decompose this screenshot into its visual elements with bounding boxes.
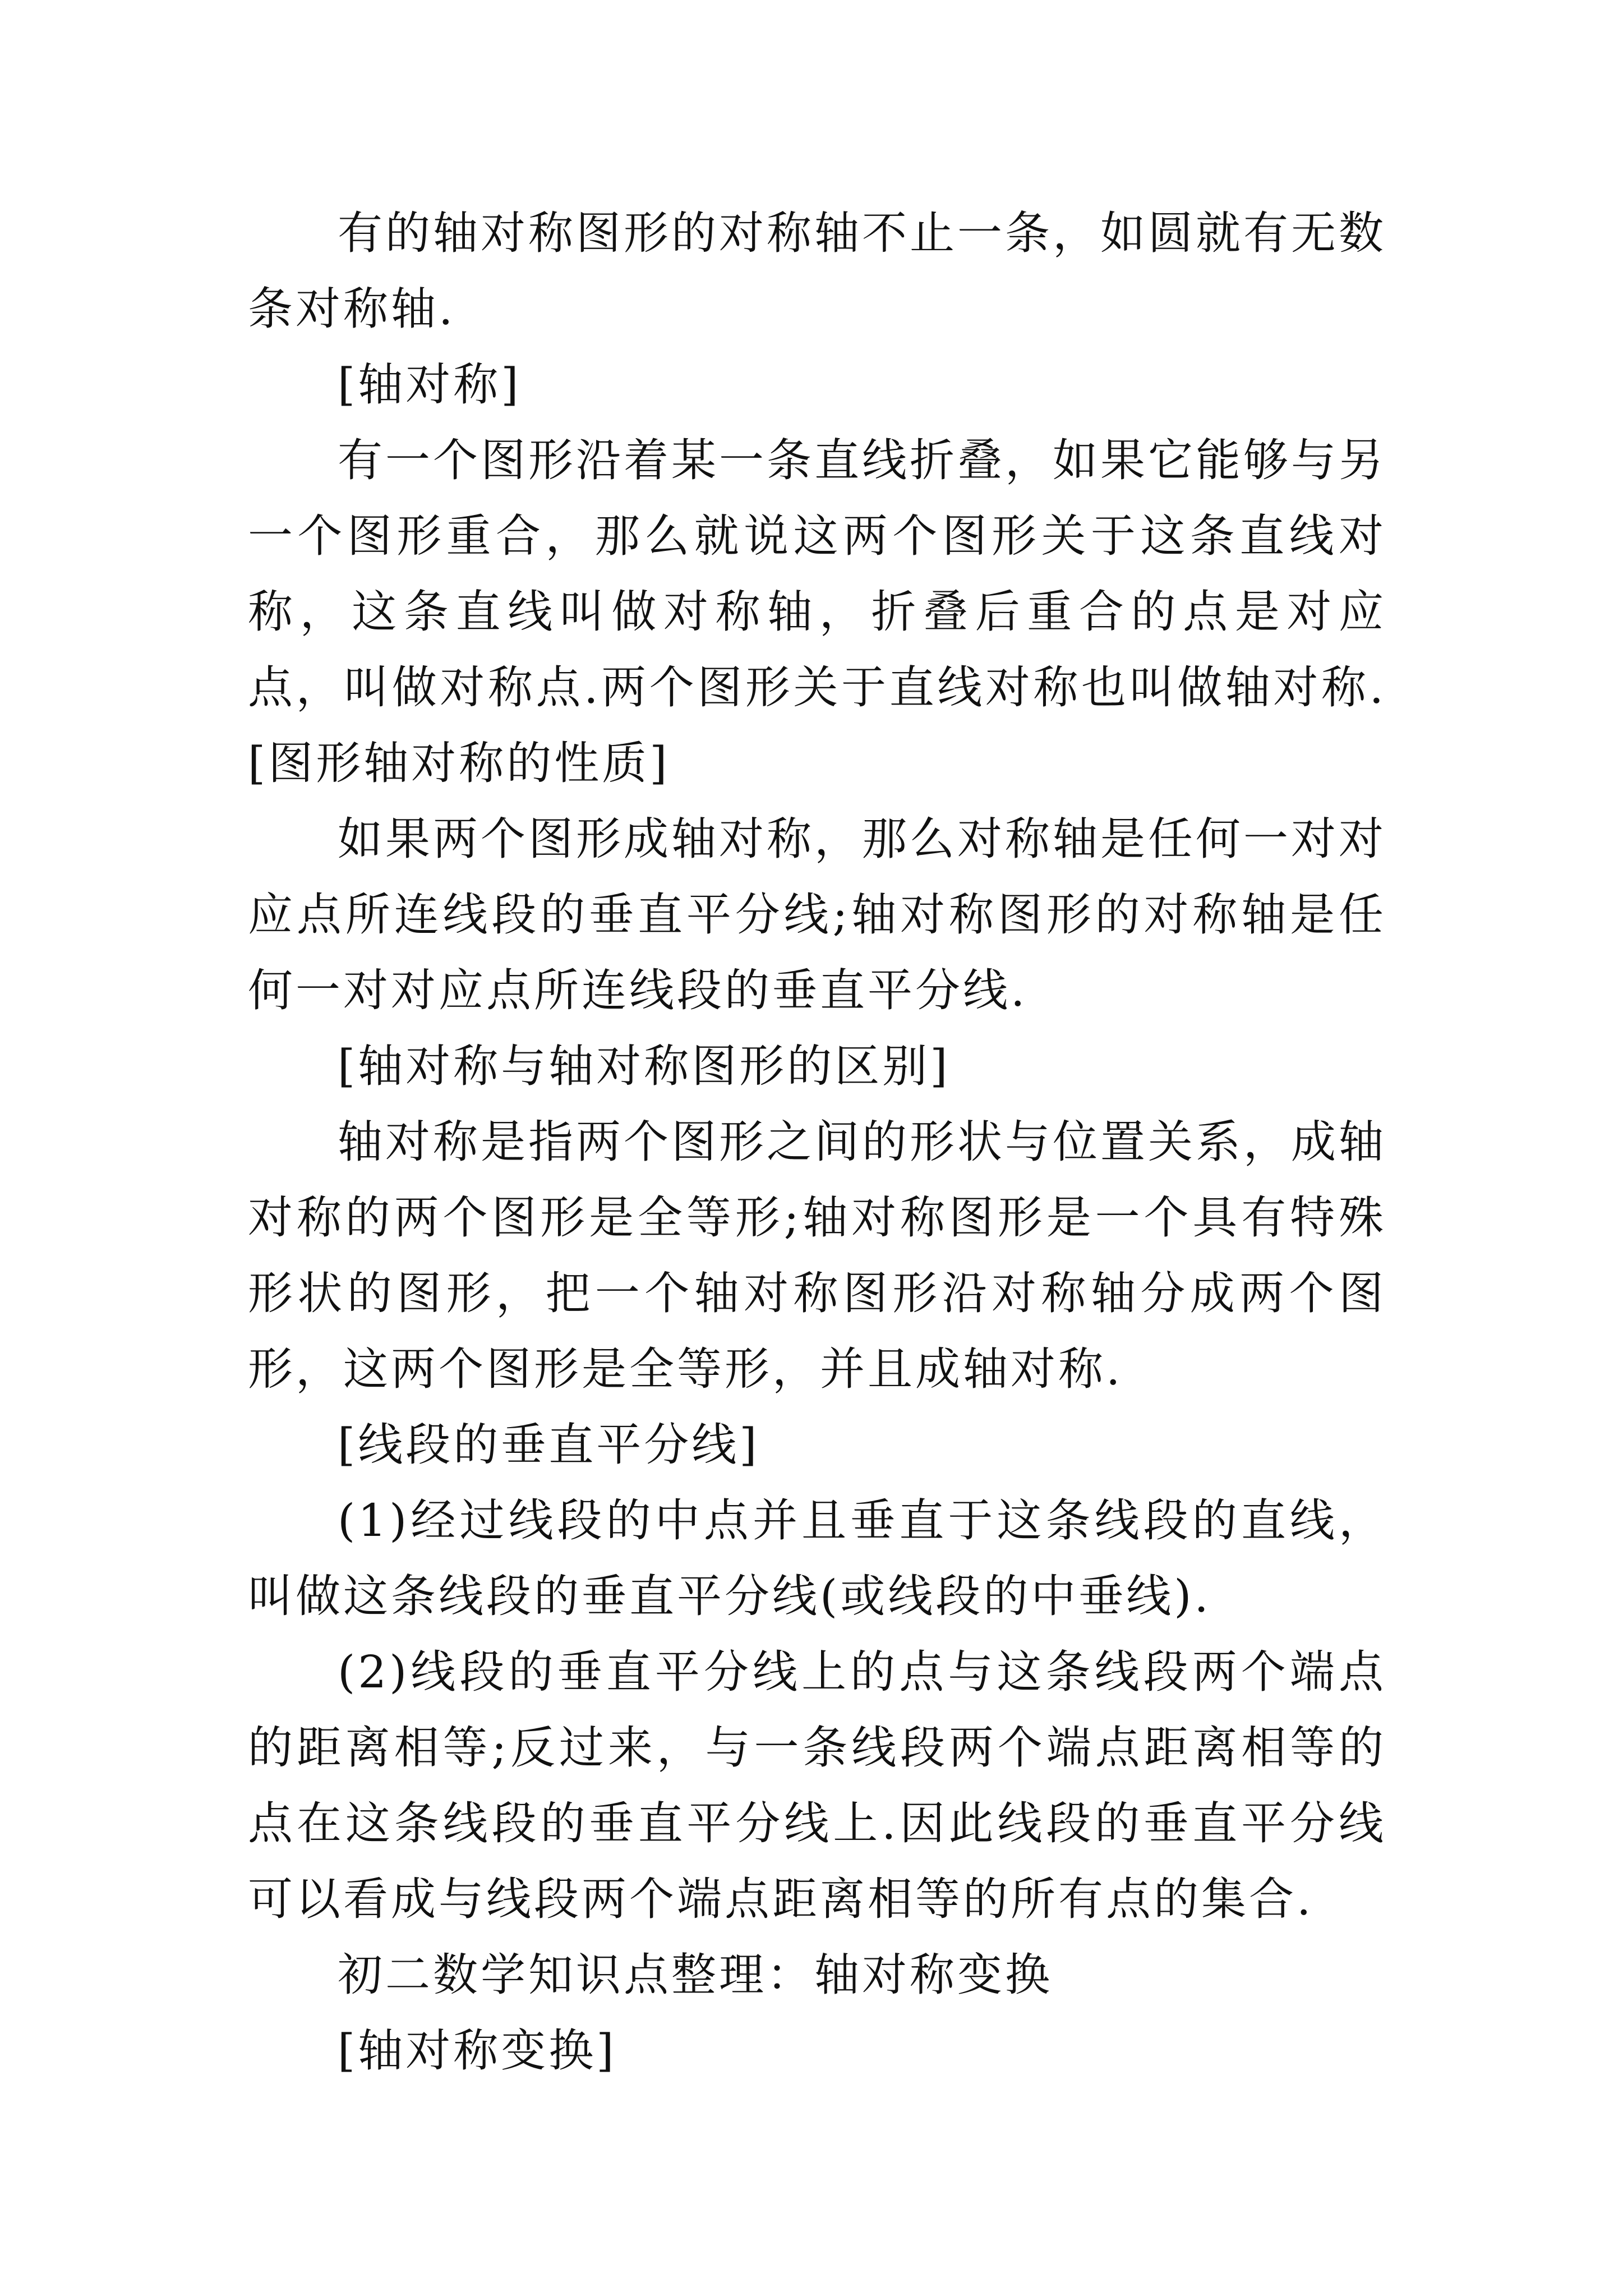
document-body	[248, 195, 1386, 2088]
paragraph-difference: 轴对称是指两个图形之间的形状与位置关系，成轴对称的两个图形是全等形;轴对称图形是一个具有特殊形状的图形，把一个轴对称图形沿对称轴分成两个图形，这两个图形是全等形，并且成轴对称.	[248, 1116, 1386, 1395]
section-title-transformation: 初二数学知识点整理：轴对称变换	[338, 1949, 1053, 2001]
heading-axial-symmetry: [轴对称]	[338, 358, 522, 411]
heading-transformation: [轴对称变换]	[338, 2024, 617, 2077]
paragraph-bisector-definition: (1)经过线段的中点并且垂直于这条线段的直线，叫做这条线段的垂直平分线(或线段的中垂线).	[248, 1494, 1386, 1622]
paragraph-bisector-property: (2)线段的垂直平分线上的点与这条线段两个端点的距离相等;反过来，与一条线段两个端点距离相等的点在这条线段的垂直平分线上.因此线段的垂直平分线可以看成与线段两个端点距离相等的所有点的集合.	[248, 1646, 1386, 1925]
heading-difference: [轴对称与轴对称图形的区别]	[338, 1040, 951, 1092]
paragraph-multiple-axes: 有的轴对称图形的对称轴不止一条，如圆就有无数条对称轴.	[248, 207, 1386, 335]
paragraph-axial-symmetry-definition: 有一个图形沿着某一条直线折叠，如果它能够与另一个图形重合，那么就说这两个图形关于这条直线对称，这条直线叫做对称轴，折叠后重合的点是对应点，叫做对称点.两个图形关于直线对称也叫做轴对称.[图形轴对称的性质]	[248, 434, 1386, 789]
paragraph-axial-symmetry-property: 如果两个图形成轴对称，那么对称轴是任何一对对应点所连线段的垂直平分线;轴对称图形的对称轴是任何一对对应点所连线段的垂直平分线.	[248, 813, 1386, 1016]
heading-perpendicular-bisector: [线段的垂直平分线]	[338, 1419, 760, 1471]
